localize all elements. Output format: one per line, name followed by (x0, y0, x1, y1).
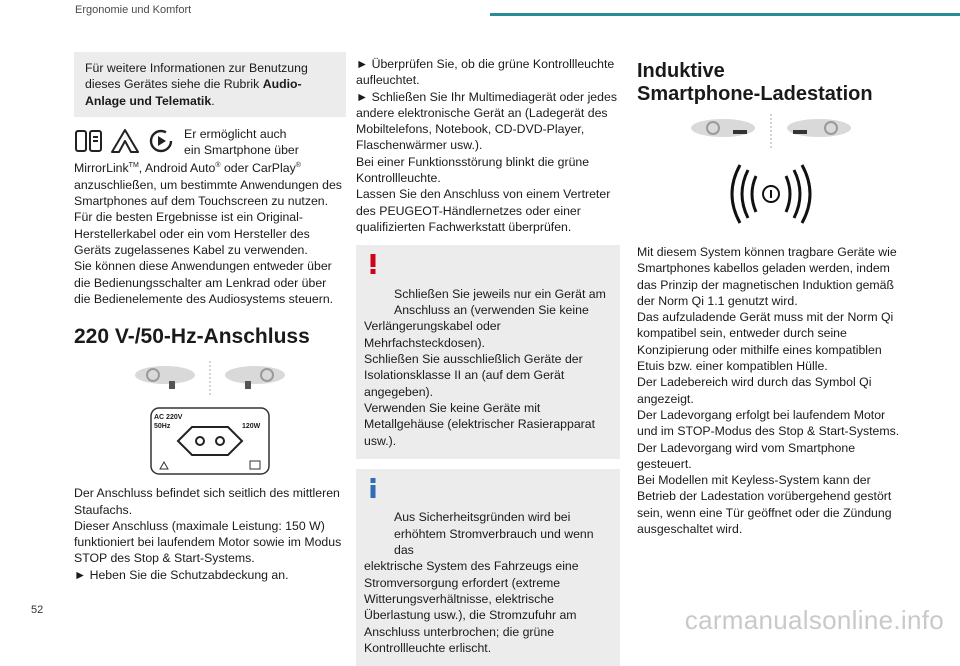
info-reference-text: Für weitere Informationen zur Benutzung dieses Gerätes siehe die Rubrik (85, 61, 308, 92)
socket-label-w: 120W (242, 423, 261, 431)
warning-exclamation-icon (369, 254, 377, 274)
info-first-line: Aus Sicherheitsgründen wird bei erhöhtem Stromverbrauch und wenn das (394, 510, 594, 558)
warning-first-line: Schließen Sie jeweils nur ein Gerät am Anschluss an (verwenden Sie keine (394, 286, 606, 318)
socket-steps-text: ► Überprüfen Sie, ob die grüne Kontrollleuchte aufleuchtet. ► Schließen Sie Ihr Multimediagerät oder jedes andere elektronische Gerät an (Ladegerät des Mobiltelefons, Notebook, CD-DVD-Player, Flaschenwärmer usw.). Bei einer Funktionsstörung blinkt die grüne Kontrollleuchte. Lassen Sie den Anschluss von einem Vertreter des PEUGEOT-Händlernetzes oder einer qualifizierten Fachwerkstatt überprüfen. (356, 57, 617, 234)
heading-inductive-charging: Induktive Smartphone-Ladestation (637, 60, 873, 105)
connectivity-icons (74, 128, 176, 154)
inductive-charging-text: Mit diesem System können tragbare Geräte wie Smartphones kabellos geladen werden, indem das Prinzip der magnetischen Induktion gemäß der Norm Qi 1.1 genutzt wird. Das aufzuladende Gerät muss mit der Norm Qi kompatibel sein, entweder durch seine Konzipierung oder mithilfe eines kompatiblen Etuis bzw. einer kompatiblen Hülle. Der Ladebereich wird durch das Symbol Qi angezeigt. Der Ladevorgang erfolgt bei laufendem Motor und im STOP-Modus des Stop & Start-Systems. Der Ladevorgang wird vom Smartphone gesteuert. Bei Modellen mit Keyless-System kann der Betrieb der Ladestation vorübergehend gestört sein, wenn eine Tür geöffnet oder die Zündung ausgeschaltet wird. (637, 245, 900, 537)
charging-location-figure (637, 114, 905, 150)
dashboard-location-icon (125, 361, 295, 397)
info-box (356, 469, 620, 666)
header-accent-bar (490, 13, 960, 16)
smartphone-connect-body: anzuschließen, um bestimmte Anwendungen des Smartphones auf dem Touchscreen zu nutzen. Für die besten Ergebnisse ist ein Original-Herstellerkabel oder ein vom Hersteller des Geräts zugelassenes Kabel zu verwenden. Sie können diese Anwendungen entweder über die Bedienungsschalter am Lenkrad oder über die Bedienelemente des Audiosystems steuern. (74, 177, 342, 306)
socket-figure (74, 407, 346, 475)
smartphone-connect-row (74, 126, 346, 159)
dashboard-location-icon-2 (681, 114, 861, 150)
qi-figure (637, 162, 905, 226)
smartphone-link-icon (74, 128, 104, 154)
column-3 (637, 52, 905, 537)
warning-box (356, 245, 620, 459)
android-auto-icon (110, 128, 140, 154)
qi-wireless-icon (716, 162, 826, 226)
page-number: 52 (31, 604, 44, 616)
column-1 (74, 52, 346, 583)
warning-body: Verlängerungskabel oder Mehrfachsteckdosen). Schließen Sie ausschließlich Geräte der Isolationsklasse II an (auf dem Gerät angegeben). Verwenden Sie keine Geräte mit Metallgehäuse (elektrischer Rasierapparat usw.). (364, 319, 596, 448)
smartphone-connect-intro: Er ermöglicht auch ein Smartphone über (184, 126, 299, 158)
socket-description: Der Anschluss befindet sich seitlich des mittleren Staufachs. Dieser Anschluss (maximale Leistung: 150 W) funktioniert bei laufendem Motor sowie im Modus STOP des Stop & Start-Systems. ► Heben Sie die Schutzabdeckung an. (74, 486, 342, 582)
socket-label-ac: AC 220V (154, 414, 183, 422)
smartphone-connect-text: MirrorLink™, Android Auto® oder CarPlay® anzuschließen, um bestimmte Anwendungen des Smartphones auf dem Touchscreen zu nutzen. Für die besten Ergebnisse ist ein Original-Herstellerkabel oder ein vom Hersteller des Geräts zugelassenes Kabel zu verwenden. Sie können diese Anwendungen entweder über die Bedienungsschalter am Lenkrad oder über die Bedienelemente des Audiosystems steuern. (74, 161, 342, 306)
socket-label-hz: 50Hz (154, 423, 171, 431)
watermark: carmanualsonline.info (684, 605, 944, 635)
info-reference-box: Für weitere Informationen zur Benutzung dieses Gerätes siehe die Rubrik Audio-Anlage und Telematik. (74, 52, 346, 117)
info-reference-bold: Audio-Anlage und Telematik (85, 77, 302, 108)
header-section-title: Ergonomie und Komfort (75, 4, 192, 16)
heading-220v-socket: 220 V-/50-Hz-Anschluss (74, 325, 310, 349)
info-body: elektrische System des Fahrzeugs eine Stromversorgung erfordert (extreme Witterungsverhältnisse, elektrische Überlastung usw.), die Stromzufuhr am Anschluss unterbrochen; die grüne Kontrollleuchte erlischt. (364, 559, 579, 655)
dashboard-location-figure (74, 361, 346, 397)
carplay-icon (146, 128, 176, 154)
column-2 (356, 52, 620, 666)
info-i-icon (369, 478, 377, 498)
